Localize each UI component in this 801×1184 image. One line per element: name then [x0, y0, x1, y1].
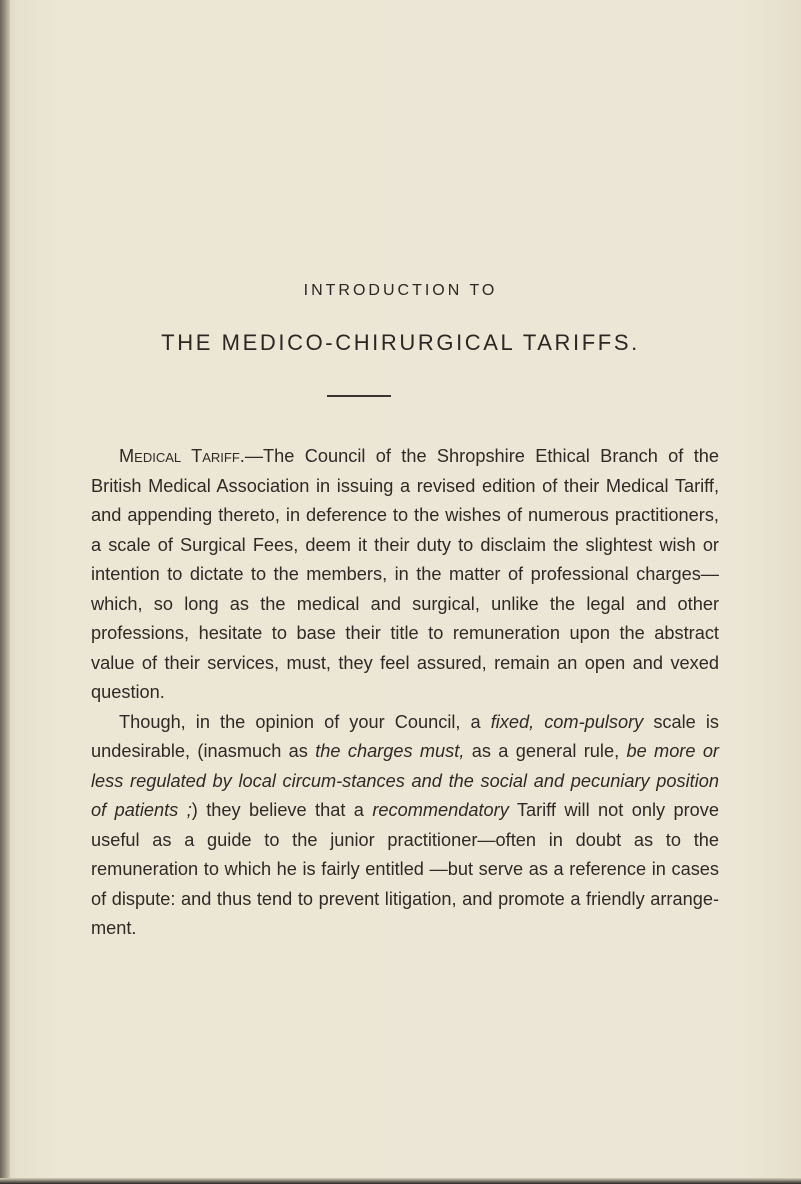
divider-rule	[327, 395, 391, 397]
heading-title: THE MEDICO-CHIRURGICAL TARIFFS.	[161, 330, 640, 355]
page-bottom-edge	[0, 1178, 801, 1184]
paragraph-2	[91, 708, 719, 944]
page-spine-edge	[0, 0, 10, 1184]
p2-segment-4: ) they believe that a	[191, 800, 373, 820]
paragraph-lead-in: Medical Tariff.	[119, 446, 245, 466]
p2-italic-4: recommendatory	[372, 800, 509, 820]
p2-italic-1: fixed, com-pulsory	[490, 711, 644, 732]
paragraph-1-text: —The Council of the Shropshire Ethical Branch of the British Medical Association in issuing a revised edition of their Medical Tariff, and appending thereto, in deference to the wishes of numerous practitioners, a scale of Surgical Fees, deem it their duty to disclaim the slightest wish or intention to dictate to the members, in the matter of professional charges—which, so long as the medical and surgical, unlike the legal and other professions, hesitate to base their title to remuneration upon the abstract value of their services, must, they feel assured, remain an open and vexed question.	[91, 446, 719, 702]
p2-segment-3: as a general rule,	[464, 741, 627, 761]
p2-segment-5: Tariff will not only prove useful as a guide to the junior practitioner—often in doubt as to the remuneration to which he is fairly entitled —but serve as a reference in cases of dispute: and thus tend to prevent litigation, and promote a friendly arrange-ment.	[91, 800, 719, 938]
p2-italic-3: be more or less regulated by local circum-stances and the social and pecuniary position of patients ;	[91, 741, 719, 820]
body-text	[91, 442, 719, 944]
p2-italic-2: the charges must,	[315, 741, 465, 761]
heading-introduction: INTRODUCTION TO	[303, 282, 498, 299]
paragraph-1	[91, 442, 719, 708]
p2-segment-1: Though, in the opinion of your Council, a	[119, 711, 491, 732]
p2-segment-2: scale is undesirable, (inasmuch as	[91, 711, 719, 761]
